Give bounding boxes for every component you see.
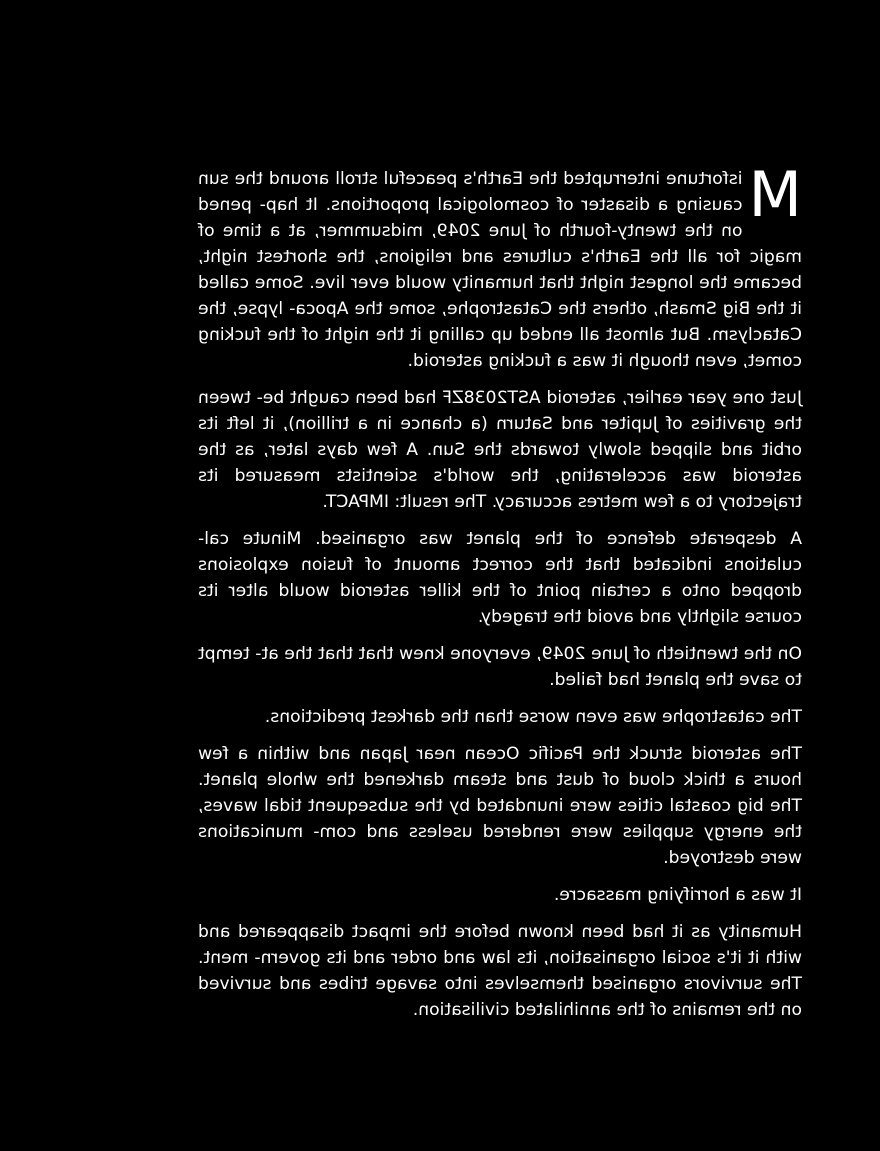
paragraph-1 — [198, 158, 802, 374]
paragraph-2: Just one year earlier, asteroid AST2038ZF had been caught be- tween the gravities of Jupiter and Saturn (a chance in a trillion), it left its orbit and slipped slowly towards the Sun. A few days later, as the asteroid was accelerating, the world's scientists measured its trajectory to a few metres accuracy. The result: IMPACT. — [198, 388, 802, 512]
paragraph-6: The asteroid struck the Pacific Ocean near Japan and within a few hours a thick cloud of dust and steam darkened the whole planet. The big coastal cities were inundated by the subsequent tidal waves, the energy supplies were rendered useless and com- munications were destroyed. — [198, 744, 802, 868]
drop-cap: M — [748, 158, 802, 231]
paragraph-5: The catastrophe was even worse than the darkest predictions. — [264, 707, 802, 727]
paragraph-3: A desperate defence of the planet was organised. Minute cal- culations indicated that the correct amount of fusion explosions dropped onto a certain point of the killer asteroid would alter its course slightly and avoid the tragedy. — [198, 529, 802, 627]
paragraph-7: It was a horrifying massacre. — [553, 885, 802, 905]
story-text — [198, 158, 802, 1034]
paragraph-8: Humanity as it had been known before the impact disappeared and with it it's social organisation, its law and order and its govern- ment. The survivors organised themselves into savage tribes and survived on the remains of the annihilated civilisation. — [198, 922, 802, 1020]
paragraph-1-text: isfortune interrupted the Earth's peaceful stroll around the sun causing a disaster of cosmological proportions. It hap- pened on the twenty-fourth of June 2049, midsummer, at a time of magic for all the Earth's cultures and religions, the shortest night, became the longest night that humanity would ever live. Some called it the Big Smash, others the Catastrophe, some the Apoca- lypse, the Cataclysm. But almost all ended up calling it the night of the fucking comet, even though it was a fucking asteroid. — [198, 169, 802, 371]
paragraph-4: On the twentieth of June 2049, everyone knew that that the at- tempt to save the planet had failed. — [198, 644, 802, 690]
